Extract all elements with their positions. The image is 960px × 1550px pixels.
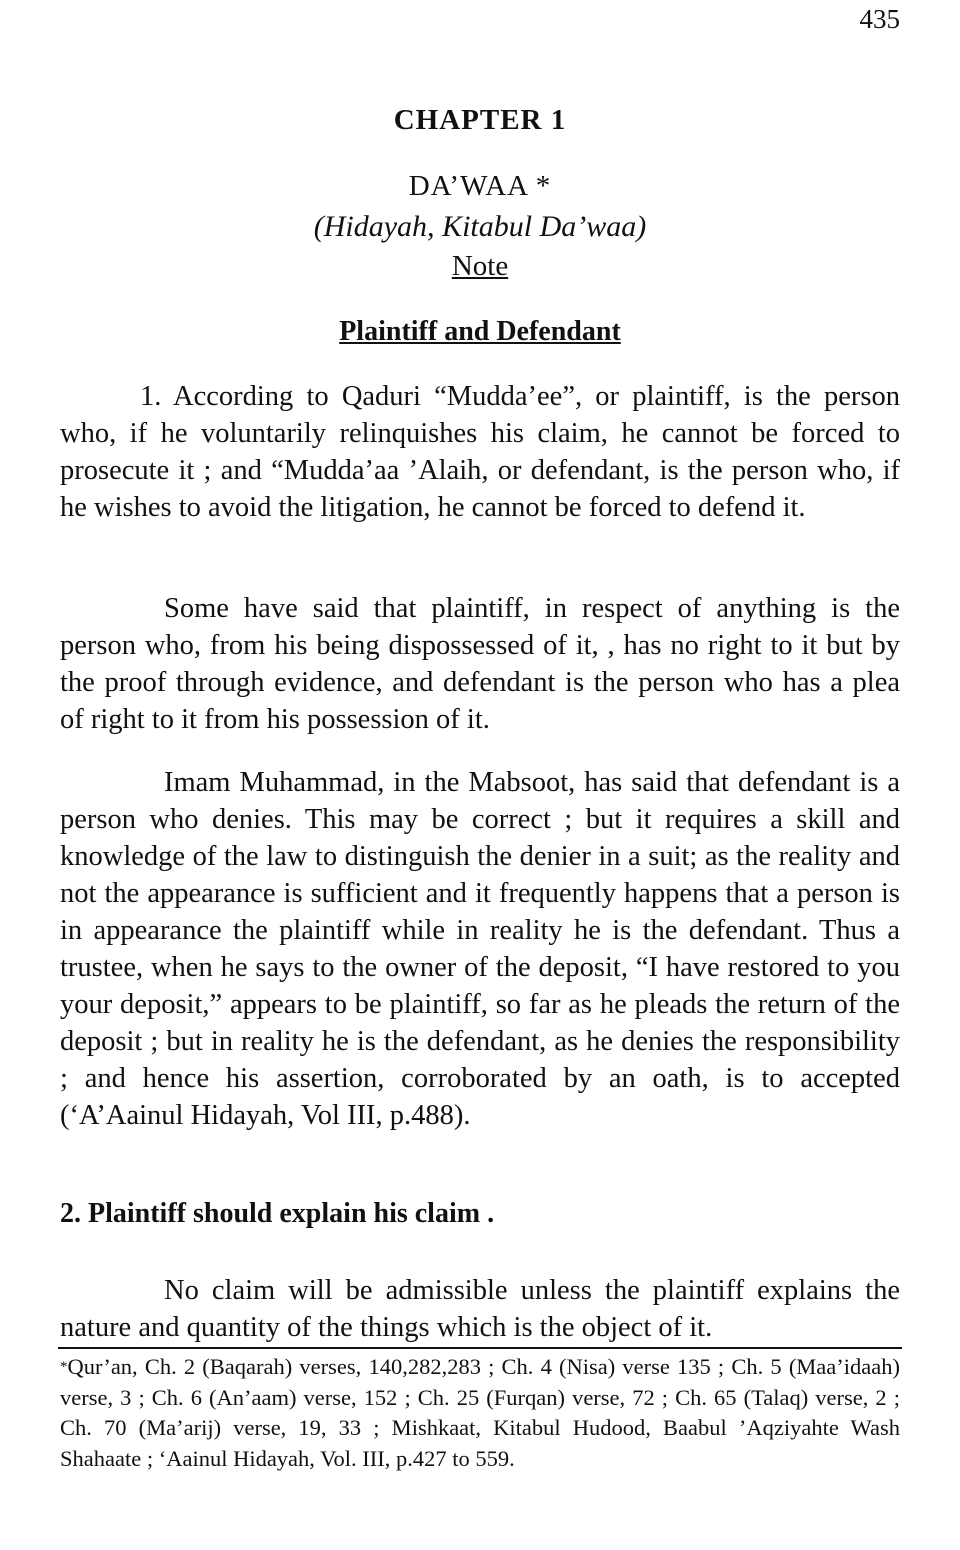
paragraph-2: Some have said that plaintiff, in respect of anything is the person who, from his being dispossessed of it, , has no right to it but by the proof through evidence, and defendant is the person who has a plea of right to it from his possession of it. <box>60 593 900 735</box>
note-label: Note <box>451 250 509 282</box>
chapter-subtitle: (Hidayah, Kitabul Da’waa) <box>313 210 647 243</box>
footnote-divider <box>58 1347 902 1349</box>
footnote <box>60 1352 900 1474</box>
page-number: 435 <box>859 4 900 34</box>
footnote-marker: * <box>60 1359 68 1375</box>
footnote-text: Qur’an, Ch. 2 (Baqarah) verses, 140,282,283 ; Ch. 4 (Nisa) verse 135 ; Ch. 5 (Maa’idaah) verse, 3 ; Ch. 6 (An’aam) verse, 152 ; Ch. 25 (Furqan) verse, 72 ; Ch. 65 (Talaq) verse, 2 ; Ch. 70 (Ma’arij) verse, 19, 33 ; Mishkaat, Kitabul Hudood, Baabul ’Aqziyahte Wash Shahaate ; ‘Aainul Hidayah, Vol. III, p.427 to 559. <box>60 1354 900 1471</box>
chapter-title: DA’WAA * <box>408 170 552 202</box>
paragraph-3: Imam Muhammad, in the Mabsoot, has said that defendant is a person who denies. This may be correct ; but it requires a skill and knowledge of the law to distinguish the denier in a suit; as the reality and not the appearance is sufficient and it frequently happens that a person is in appearance the plaintiff while in reality he is the defendant. Thus a trustee, when he says to the owner of the deposit, “I have restored to you your deposit,” appears to be plaintiff, so far as he pleads the return of the deposit ; but in reality he is the defendant, as he denies the responsibility ; and hence his assertion, corroborated by an oath, is to accepted (‘A’Aainul Hidayah, Vol III, p.488). <box>60 767 900 1131</box>
section-heading: Plaintiff and Defendant <box>339 316 621 347</box>
subheading-2: 2. Plaintiff should explain his claim . <box>60 1198 495 1229</box>
paragraph-1: 1. According to Qaduri “Mudda’ee”, or plaintiff, is the person who, if he voluntarily relinquishes his claim, he cannot be forced to prosecute it ; and “Mudda’aa ’Alaih, or defendant, is the person who, if he wishes to avoid the litigation, he cannot be forced to defend it. <box>60 381 900 523</box>
chapter-heading: CHAPTER 1 <box>393 104 567 136</box>
paragraph-4: No claim will be admissible unless the plaintiff explains the nature and quantity of the things which is the object of it. <box>60 1275 900 1343</box>
